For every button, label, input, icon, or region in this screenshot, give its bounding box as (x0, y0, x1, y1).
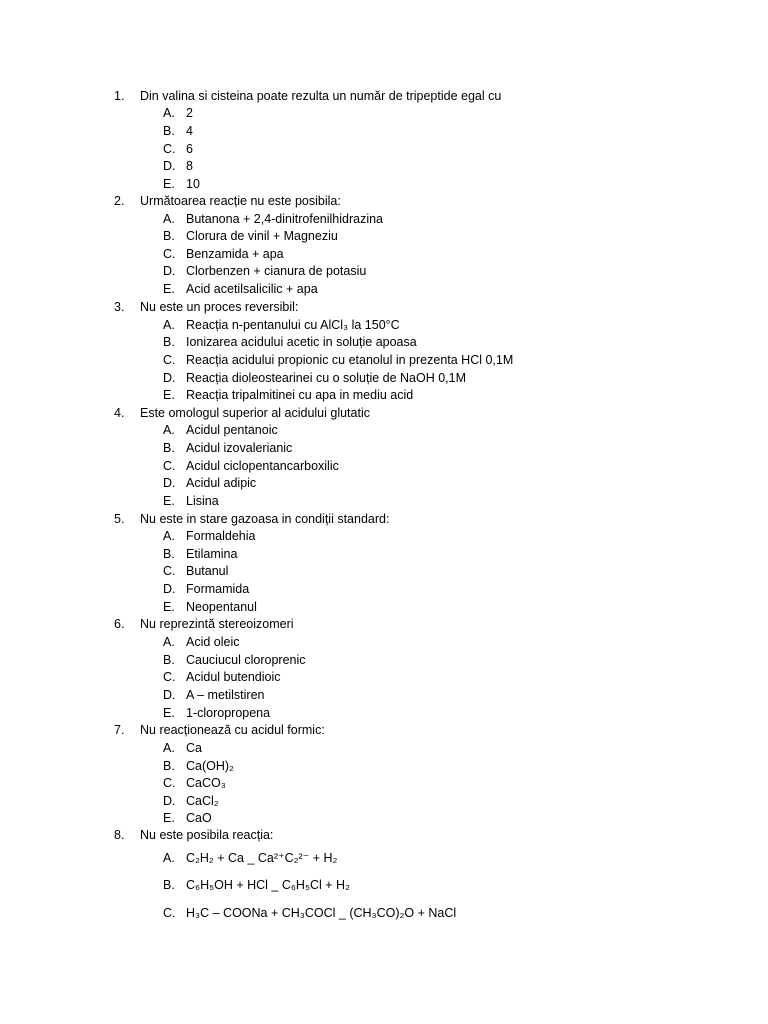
option-text: 2 (186, 106, 193, 120)
question-number: 2. (114, 194, 125, 208)
option-text: Acidul adipic (186, 476, 257, 490)
question-number: 6. (114, 617, 125, 631)
option-letter: D. (163, 794, 176, 808)
option-letter: E. (163, 811, 175, 825)
option-text: CaCl₂ (186, 794, 219, 808)
option-text: Acid oleic (186, 635, 240, 649)
option-text: Butanul (186, 564, 229, 578)
option-letter: D. (163, 264, 176, 278)
option-letter: B. (163, 547, 175, 561)
option-text: Reacția n-pentanului cu AlCl₃ la 150°C (186, 318, 400, 332)
option-text: Reacția acidului propionic cu etanolul in prezenta HCl 0,1M (186, 353, 514, 367)
option-letter: E. (163, 177, 175, 191)
option-text: CaO (186, 811, 212, 825)
option-text: Acid acetilsalicilic + apa (186, 282, 318, 296)
option-text: Clorbenzen + cianura de potasiu (186, 264, 367, 278)
question-number: 8. (114, 828, 125, 842)
option-letter: A. (163, 212, 175, 226)
option-letter: C. (163, 906, 176, 920)
option-letter: E. (163, 282, 175, 296)
option-letter: A. (163, 106, 175, 120)
question-text: Nu este un proces reversibil: (140, 300, 299, 314)
option-letter: A. (163, 318, 175, 332)
option-letter: D. (163, 476, 176, 490)
option-letter: D. (163, 371, 176, 385)
option-text: H₃C – COONa + CH₃COCl _ (CH₃CO)₂O + NaCl (186, 906, 457, 920)
option-text: Reacția dioleostearinei cu o soluție de NaOH 0,1M (186, 371, 467, 385)
option-text: Formamida (186, 582, 250, 596)
option-letter: B. (163, 335, 175, 349)
option-letter: C. (163, 564, 176, 578)
option-text: Acidul pentanoic (186, 423, 278, 437)
option-text: C₆H₅OH + HCl _ C₆H₅Cl + H₂ (186, 878, 350, 892)
option-letter: D. (163, 688, 176, 702)
option-text: 8 (186, 159, 193, 173)
option-letter: D. (163, 159, 176, 173)
option-letter: C. (163, 353, 176, 367)
option-text: 4 (186, 124, 193, 138)
option-text: 1-cloropropena (186, 706, 271, 720)
option-letter: C. (163, 459, 176, 473)
option-text: Lisina (186, 494, 219, 508)
option-letter: D. (163, 582, 176, 596)
option-letter: A. (163, 423, 175, 437)
option-letter: E. (163, 388, 175, 402)
option-letter: A. (163, 529, 175, 543)
option-letter: B. (163, 759, 175, 773)
option-text: Acidul izovalerianic (186, 441, 293, 455)
question-text: Din valina si cisteina poate rezulta un număr de tripeptide egal cu (140, 89, 502, 103)
option-text: Clorura de vinil + Magneziu (186, 229, 338, 243)
option-letter: E. (163, 494, 175, 508)
option-text: Benzamida + apa (186, 247, 284, 261)
option-text: C₂H₂ + Ca _ Ca²⁺C₂²⁻ + H₂ (186, 851, 338, 865)
option-text: Etilamina (186, 547, 238, 561)
option-text: 6 (186, 142, 193, 156)
option-letter: A. (163, 851, 175, 865)
option-text: Acidul ciclopentancarboxilic (186, 459, 339, 473)
question-number: 1. (114, 89, 125, 103)
question-text: Nu este in stare gazoasa in condiții standard: (140, 512, 390, 526)
question-text: Este omologul superior al acidului glutatic (140, 406, 370, 420)
option-letter: C. (163, 247, 176, 261)
option-letter: B. (163, 878, 175, 892)
option-text: CaCO₃ (186, 776, 226, 790)
option-text: Formaldehia (186, 529, 256, 543)
option-letter: B. (163, 441, 175, 455)
option-letter: C. (163, 142, 176, 156)
option-text: Butanona + 2,4-dinitrofenilhidrazina (186, 212, 384, 226)
option-text: A – metilstiren (186, 688, 265, 702)
question-text: Nu este posibila reacția: (140, 828, 274, 842)
question-text: Nu reprezintă stereoizomeri (140, 617, 294, 631)
option-letter: B. (163, 124, 175, 138)
option-text: 10 (186, 177, 200, 191)
question-number: 5. (114, 512, 125, 526)
option-text: Ca (186, 741, 202, 755)
option-letter: C. (163, 670, 176, 684)
question-text: Următoarea reacție nu este posibila: (140, 194, 341, 208)
question-number: 3. (114, 300, 125, 314)
option-text: Ionizarea acidului acetic in soluție apoasa (186, 335, 417, 349)
option-letter: B. (163, 229, 175, 243)
option-letter: E. (163, 600, 175, 614)
option-text: Cauciucul cloroprenic (186, 653, 306, 667)
question-text: Nu reacționează cu acidul formic: (140, 723, 325, 737)
option-letter: C. (163, 776, 176, 790)
option-letter: B. (163, 653, 175, 667)
question-number: 7. (114, 723, 125, 737)
option-text: Neopentanul (186, 600, 257, 614)
option-text: Ca(OH)₂ (186, 759, 234, 773)
question-number: 4. (114, 406, 125, 420)
option-text: Acidul butendioic (186, 670, 281, 684)
option-letter: A. (163, 635, 175, 649)
option-letter: E. (163, 706, 175, 720)
option-letter: A. (163, 741, 175, 755)
option-text: Reacția tripalmitinei cu apa in mediu acid (186, 388, 414, 402)
